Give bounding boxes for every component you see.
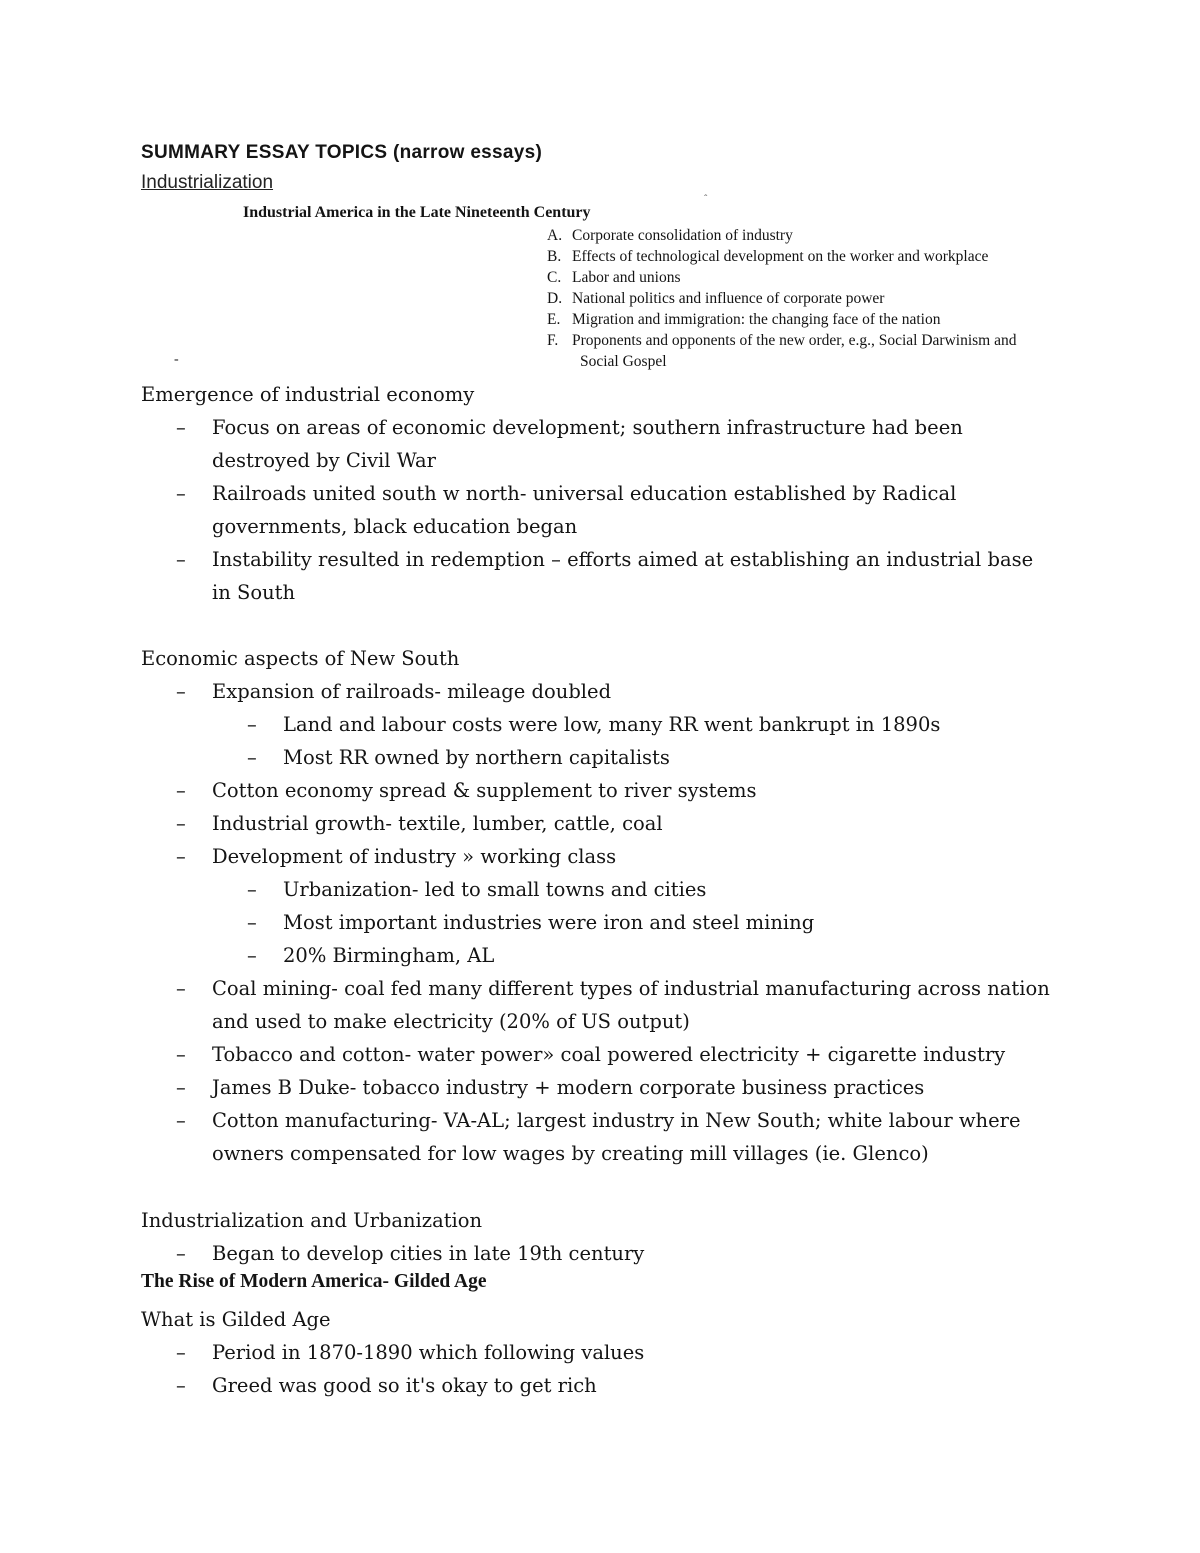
list-item: – Land and labour costs were low, many RR went bankrupt in 1890s — [247, 708, 1047, 741]
list-item: – Development of industry » working class — [176, 840, 1056, 873]
new-south-sub-bullets-a — [247, 708, 1047, 774]
inset-item: D. National politics and influence of corporate power — [547, 290, 885, 307]
list-item: – Greed was good so it's okay to get rich — [176, 1369, 1056, 1402]
section-title-gilded-age: The Rise of Modern America- Gilded Age — [141, 1271, 487, 1292]
list-item: – Urbanization- led to small towns and cities — [247, 873, 1047, 906]
list-item: – Tobacco and cotton- water power» coal powered electricity + cigarette industry — [176, 1038, 1056, 1071]
section-title-urbanization: Industrialization and Urbanization — [141, 1209, 483, 1232]
inset-title: Industrial America in the Late Nineteenth Century — [243, 204, 591, 221]
subsection-title-what-is-gilded-age: What is Gilded Age — [141, 1308, 331, 1331]
list-item: – Coal mining- coal fed many different types of industrial manufacturing across nation and used to make electricity (20% of US output) — [176, 972, 1056, 1038]
list-item: – James B Duke- tobacco industry + modern corporate business practices — [176, 1071, 1056, 1104]
new-south-bullets-a — [176, 675, 1056, 708]
emergence-bullets — [176, 411, 1056, 609]
list-item: – Cotton economy spread & supplement to river systems — [176, 774, 1056, 807]
urbanization-bullets — [176, 1237, 1056, 1270]
list-item: – 20% Birmingham, AL — [247, 939, 1047, 972]
section-title-new-south: Economic aspects of New South — [141, 647, 460, 670]
list-item: – Most RR owned by northern capitalists — [247, 741, 1047, 774]
inset-item: A. Corporate consolidation of industry — [547, 227, 793, 244]
list-item: – Expansion of railroads- mileage doubled — [176, 675, 1056, 708]
section-title-emergence: Emergence of industrial economy — [141, 383, 475, 406]
list-item: – Began to develop cities in late 19th century — [176, 1237, 1056, 1270]
inset-topic-list — [547, 225, 1016, 372]
document-heading: SUMMARY ESSAY TOPICS (narrow essays) — [141, 142, 543, 163]
inset-item: E. Migration and immigration: the changing face of the nation — [547, 311, 941, 328]
stray-mark: ˆ — [704, 194, 708, 205]
list-item: – Instability resulted in redemption – efforts aimed at establishing an industrial base in South — [176, 543, 1056, 609]
list-item: – Cotton manufacturing- VA-AL; largest industry in New South; white labour where owners compensated for low wages by creating mill villages (ie. Glenco) — [176, 1104, 1056, 1170]
stray-dash: - — [174, 352, 179, 367]
inset-item: F. Proponents and opponents of the new order, e.g., Social Darwinism and Social Gospel — [547, 332, 1017, 370]
list-item: – Focus on areas of economic development; southern infrastructure had been destroyed by Civil War — [176, 411, 1056, 477]
new-south-bullets-c — [176, 972, 1056, 1170]
list-item: – Railroads united south w north- universal education established by Radical governments, black education began — [176, 477, 1056, 543]
section-link-industrialization[interactable]: Industrialization — [141, 172, 274, 193]
new-south-sub-bullets-b — [247, 873, 1047, 972]
new-south-bullets-b — [176, 774, 1056, 873]
list-item: – Period in 1870-1890 which following values — [176, 1336, 1056, 1369]
inset-item: C. Labor and unions — [547, 269, 681, 286]
inset-item: B. Effects of technological development on the worker and workplace — [547, 248, 989, 265]
list-item: – Industrial growth- textile, lumber, cattle, coal — [176, 807, 1056, 840]
gilded-age-bullets — [176, 1336, 1056, 1402]
list-item: – Most important industries were iron and steel mining — [247, 906, 1047, 939]
